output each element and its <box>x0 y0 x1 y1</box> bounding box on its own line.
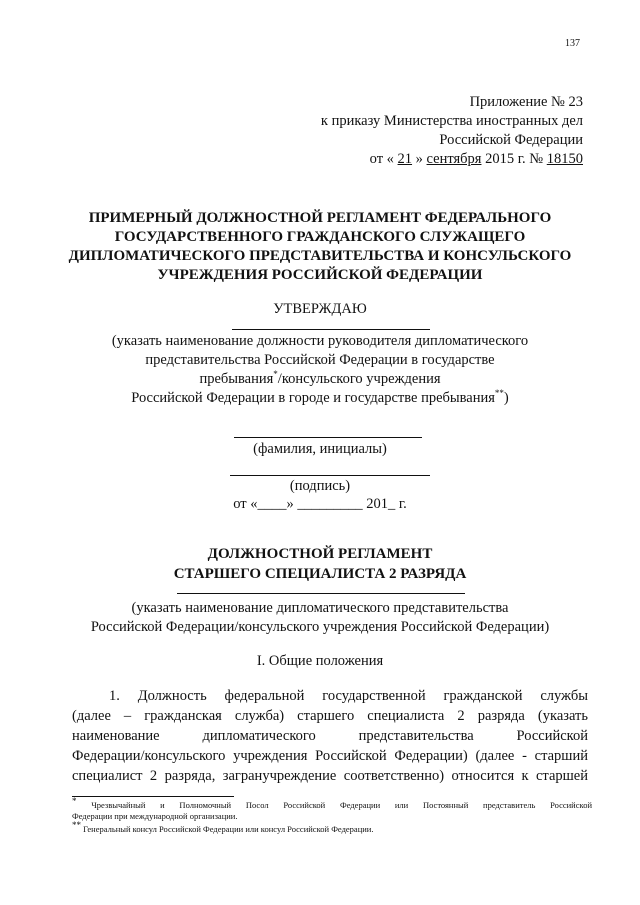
footnote-mark: ** <box>494 388 504 399</box>
regulation-title: ДОЛЖНОСТНОЙ РЕГЛАМЕНТ СТАРШЕГО СПЕЦИАЛИСТА 2 РАЗРЯДА <box>173 546 467 582</box>
head-position-note: (указать наименование должности руководителя дипломатического представительства Российской Федерации в государстве пребывания*/консульского учреждения Российской Федерации в городе и государстве пребывания**) <box>111 333 529 406</box>
footnote-separator <box>72 796 234 797</box>
footnote-1: * Чрезвычайный и Полномочный Посол Российской Федерации или Постоянный представитель Российской Федерации при международной организации. <box>72 796 592 821</box>
position-fill-line <box>232 329 430 330</box>
appendix-number: Приложение № 23 <box>469 94 583 110</box>
appendix-country: Российской Федерации <box>439 132 583 148</box>
order-number: 18150 <box>546 151 583 167</box>
page-number: 137 <box>565 38 580 49</box>
mission-note: (указать наименование дипломатического представительства Российской Федерации/консульского учреждения Российской Федерации) <box>90 600 550 635</box>
appendix-header <box>321 93 583 169</box>
name-label: (фамилия, инициалы) <box>253 441 387 457</box>
section-heading: I. Общие положения <box>256 653 384 669</box>
mission-fill-line <box>177 593 465 594</box>
sign-date: от «____» _________ 201_ г. <box>233 496 407 512</box>
paragraph-1: 1. Должность федеральной государственной гражданской службы (далее – гражданская служба) старшего специалиста 2 разряда (указать наименование дипломатического представительства Российской Федерации/консульского учреждения Российской Федерации) (далее - старший специалист 2 разряда, загранучреждение соответственно) относится к старшей <box>72 688 588 784</box>
appendix-order: к приказу Министерства иностранных дел <box>320 113 583 129</box>
order-day: 21 <box>397 151 413 167</box>
signature-label: (подпись) <box>289 478 351 494</box>
appendix-date: от « 21 » сентября 2015 г. № 18150 <box>369 151 583 167</box>
approve-label: УТВЕРЖДАЮ <box>273 301 367 317</box>
order-month: сентября <box>426 151 482 167</box>
name-fill-line <box>234 437 422 438</box>
footnote-mark: * <box>273 369 278 380</box>
footnote-2: ** Генеральный консул Российской Федерации или консул Российской Федерации. <box>72 820 374 834</box>
signature-fill-line <box>230 475 430 476</box>
document-title: ПРИМЕРНЫЙ ДОЛЖНОСТНОЙ РЕГЛАМЕНТ ФЕДЕРАЛЬНОГО ГОСУДАРСТВЕННОГО ГРАЖДАНСКОГО СЛУЖАЩЕГО ДИПЛОМАТИЧЕСКОГО ПРЕДСТАВИТЕЛЬСТВА И КОНСУЛЬСКОГО УЧРЕЖДЕНИЯ РОССИЙСКОЙ ФЕДЕРАЦИИ <box>68 210 572 283</box>
